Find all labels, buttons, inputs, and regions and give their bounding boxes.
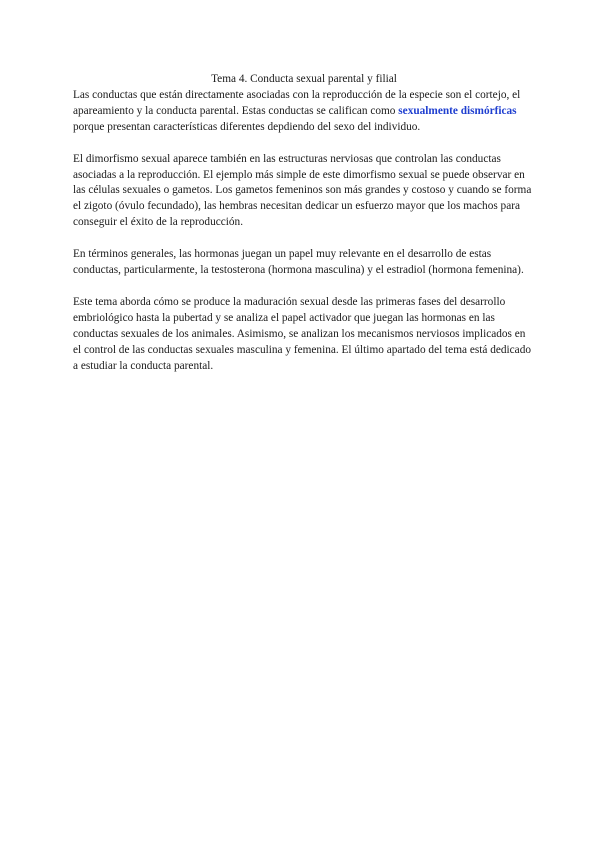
paragraph-1 [73,88,535,136]
paragraph-1-text-after: porque presentan características diferentes depdiendo del sexo del individuo. [73,120,421,133]
paragraph-1-text-before: Las conductas que están directamente asociadas con la reproducción de la especie son el cortejo, el apareamiento y la conducta parental. Estas conductas se califican como [73,88,521,117]
paragraph-4: Este tema aborda cómo se produce la maduración sexual desde las primeras fases del desarrollo embriológico hasta la pubertad y se analiza el papel activador que juegan las hormonas en las conductas sexuales de los animales. Asimismo, se analizan los mecanismos nerviosos implicados en el control de las conductas sexuales masculina y femenina. El último apartado del tema está dedicado a estudiar la conducta parental. [73,295,531,372]
highlighted-term: sexualmente dismórficas [398,104,517,117]
paragraph-2: El dimorfismo sexual aparece también en las estructuras nerviosas que controlan las conductas asociadas a la reproducción. El ejemplo más simple de este dimorfismo sexual se puede observar en las células sexuales o gametos. Los gametos femeninos son más grandes y costoso y cuando se forma el zigoto (óvulo fecundado), las hembras necesitan dedicar un esfuerzo mayor que los machos para conseguir el éxito de la reproducción. [73,152,532,229]
document-body [73,72,535,391]
paragraph-3: En términos generales, las hormonas juegan un papel muy relevante en el desarrollo de estas conductas, particularmente, la testosterona (hormona masculina) y el estradiol (hormona femenina). [73,248,524,277]
document-title: Tema 4. Conducta sexual parental y filial [211,73,397,85]
